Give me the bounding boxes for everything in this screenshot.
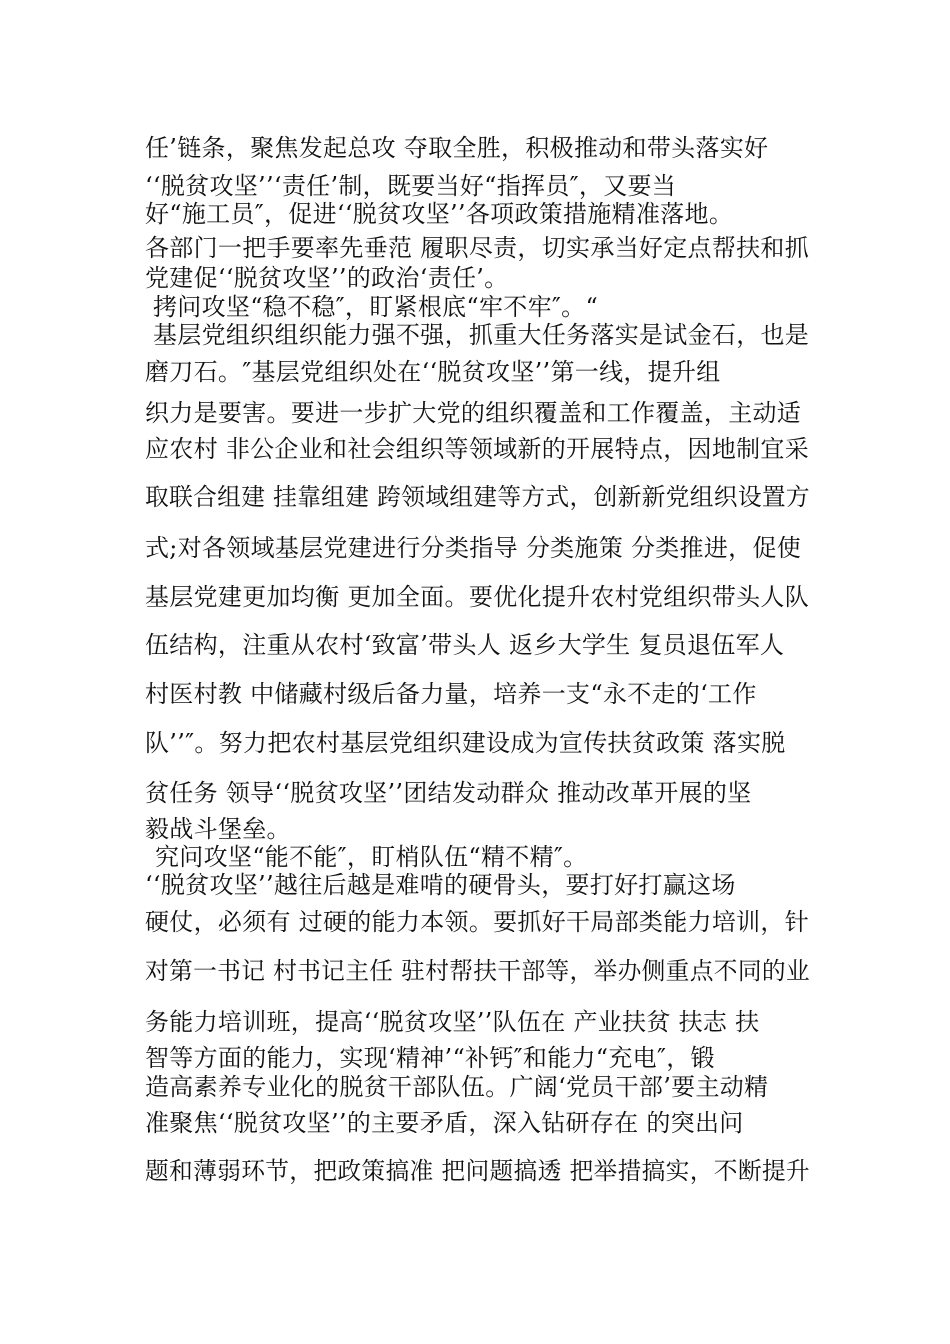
text-line: 毅战斗堡垒。 xyxy=(145,815,291,843)
text-line: ‘‘脱贫攻坚’’越往后越是难啃的硬骨头，要打好打赢这场 xyxy=(145,871,736,899)
text-line: 好“施工员″，促进‘‘脱贫攻坚’’各项政策措施精准落地。 xyxy=(145,200,734,228)
text-line: 村医村教 中储藏村级后备力量，培养一支“永不走的‘工作 xyxy=(145,680,757,708)
text-line: 磨刀石。″基层党组织处在‘‘脱贫攻坚’’第一线，提升组 xyxy=(145,358,721,386)
text-line: 硬仗，必须有 过硬的能力本领。要抓好干局部类能力培训，针 xyxy=(145,908,810,936)
text-line: 党建促‘‘脱贫攻坚’’的政治‘责任’。 xyxy=(145,264,509,292)
text-line: 队’’″。努力把农村基层党组织建设成为宣传扶贫政策 落实脱 xyxy=(145,729,786,757)
section-heading: 拷问攻坚“稳不稳″，盯紧根底“牢不牢″。“ xyxy=(153,293,599,321)
section-heading: 究问攻坚“能不能″，盯梢队伍“精不精″。 xyxy=(155,843,588,871)
text-line: 基层党组织组织能力强不强，抓重大任务落实是试金石，也是 xyxy=(153,321,810,349)
text-line: ‘‘脱贫攻坚’’‘责任’制，既要当好“指挥员″，又要当 xyxy=(145,172,677,200)
text-line: 任’链条，聚焦发起总攻 夺取全胜，积极推动和带头落实好 xyxy=(145,134,769,162)
text-line: 各部门一把手要率先垂范 履职尽责，切实承当好定点帮扶和抓 xyxy=(145,234,810,262)
text-line: 伍结构，注重从农村‘致富’带头人 返乡大学生 复员退伍军人 xyxy=(145,631,785,659)
text-line: 取联合组建 挂靠组建 跨领域组建等方式，创新新党组织设置方 xyxy=(145,483,810,511)
text-line: 贫任务 领导‘‘脱贫攻坚’’团结发动群众 推动改革开展的坚 xyxy=(145,779,752,807)
text-line: 准聚焦‘‘脱贫攻坚’’的主要矛盾，深入钻研存在 的突出问 xyxy=(145,1109,744,1137)
text-line: 智等方面的能力，实现‘精神’“补钙″和能力“充电″，锻 xyxy=(145,1044,715,1072)
text-line: 应农村 非公企业和社会组织等领域新的开展特点，因地制宜采 xyxy=(145,435,810,463)
text-line: 务能力培训班，提高‘‘脱贫攻坚’’队伍在 产业扶贫 扶志 扶 xyxy=(145,1008,760,1036)
text-line: 对第一书记 村书记主任 驻村帮扶干部等，举办侧重点不同的业 xyxy=(145,957,810,985)
text-line: 题和薄弱环节，把政策搞准 把问题搞透 把举措搞实，不断提升 xyxy=(145,1157,810,1185)
text-line: 基层党建更加均衡 更加全面。要优化提升农村党组织带头人队 xyxy=(145,583,810,611)
text-line: 织力是要害。要进一步扩大党的组织覆盖和工作覆盖，主动适 xyxy=(145,399,802,427)
text-line: 式;对各领域基层党建进行分类指导 分类施策 分类推进，促使 xyxy=(145,534,802,562)
text-line: 造高素养专业化的脱贫干部队伍。广阔‘党员干部’要主动精 xyxy=(145,1073,769,1101)
